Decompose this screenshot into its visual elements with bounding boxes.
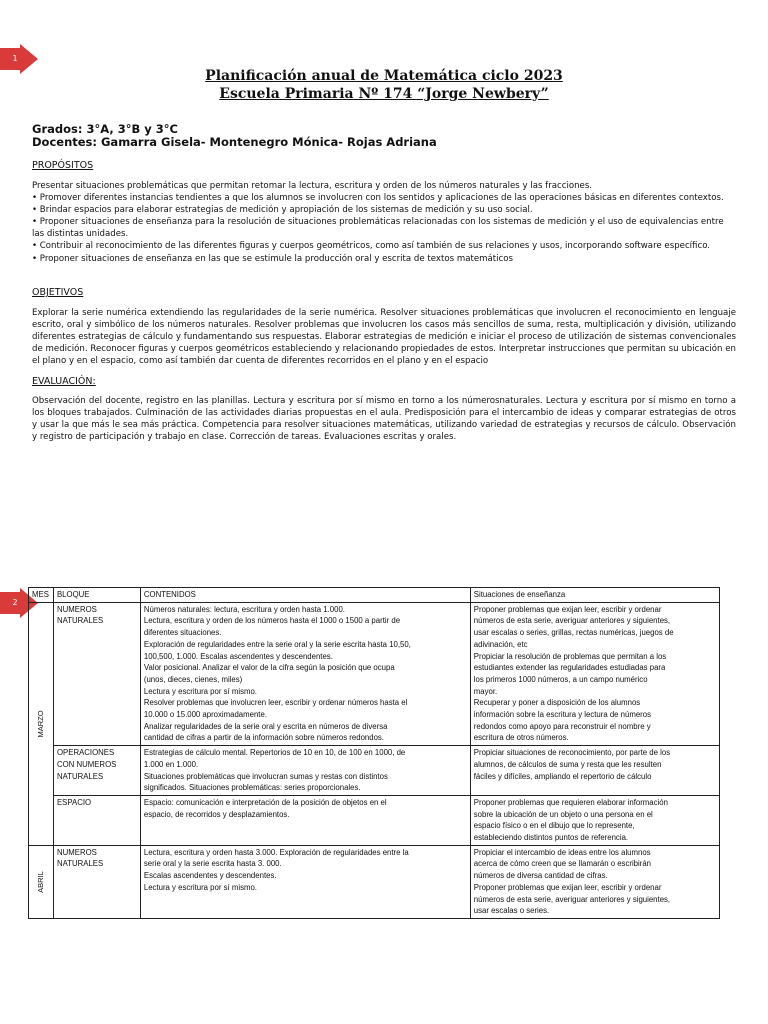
header-mes: MES <box>29 588 54 603</box>
page-marker-number: 1 <box>12 54 18 63</box>
contenidos-cell <box>140 795 470 845</box>
teachers-line: Docentes: Gamarra Gisela- Montenegro Mónica- Rojas Adriana <box>32 135 437 149</box>
proposito-item: • Brindar espacios para elaborar estrategias de medición y apropiación de los sistemas de medición y su uso social. <box>32 205 533 216</box>
cell-line: información sobre la escritura y lectura de números <box>473 710 652 720</box>
cell-line: OPERACIONES <box>56 748 115 758</box>
table-row <box>29 602 720 745</box>
cell-line: Lectura y escritura por sí mismo. <box>143 686 257 696</box>
month-label: ABRIL <box>36 871 46 893</box>
cell-line: Situaciones problemáticas que involucran sumas y restas con distintos <box>143 771 388 781</box>
situaciones-cell <box>470 795 719 845</box>
cell-line: Espacio: comunicación e interpretación de la posición de objetos en el <box>143 797 387 807</box>
cell-line: redondos como apoyo para reconstruir el nombre y <box>473 721 651 731</box>
objetivos-text: Explorar la serie numérica extendiendo las regularidades de la serie numérica. Resolver situaciones problemáticas que involucren el reconocimiento en lenguaje escrito, oral y simbólico de los números naturales. Resolver problemas que involucren los casos más sencillos de suma, resta, multiplicación y división, utilizando diferentes estrategias de cálculo y fundamentando sus respuestas. Elaborar estrategias de medición e iniciar el proceso de utilización de sistemas convencionales de medición. Reconocer figuras y cuerpos geométricos estableciendo y relacionando propiedades de estos. Interpretar instrucciones que permitan su ubicación en el plano y en el espacio, como así también dar cuenta de diferentes recorridos en el plano y en el espacio <box>32 308 736 367</box>
cell-line: Lectura, escritura y orden hasta 3.000. Exploración de regularidades entre la <box>143 847 409 857</box>
cell-line: Valor posicional. Analizar el valor de la cifra según la posición que ocupa <box>143 663 395 673</box>
contenidos-cell <box>140 845 470 918</box>
header-contenidos: CONTENIDOS <box>140 588 470 603</box>
table-header-row <box>29 588 720 603</box>
cell-line: Lectura y escritura por sí mismo. <box>143 882 257 892</box>
month-cell-marzo <box>29 602 54 845</box>
table-row <box>29 845 720 918</box>
proposito-item: • Proponer situaciones de enseñanza para la resolución de situaciones problemáticas relacionadas con los sistemas de medición y el uso de equivalencias entre las distintas unidades. <box>32 217 724 240</box>
cell-line: usar escalas o series. <box>473 906 550 916</box>
proposito-item: • Proponer situaciones de enseñanza en las que se estimule la producción oral y escrita de textos matemáticos <box>32 253 513 264</box>
situaciones-cell <box>470 602 719 745</box>
cell-line: significados. Situaciones problemáticas: series proporcionales. <box>143 783 361 793</box>
cell-line: Proponer problemas que exijan leer, escribir y ordenar <box>473 604 662 614</box>
cell-line: espacio, de recorridos y desplazamientos. <box>143 809 290 819</box>
cell-line: Exploración de regularidades entre la serie oral y la serie escrita hasta 10,50, <box>143 639 411 649</box>
cell-line: estudiantes extender las regularidades estudiadas para <box>473 663 666 673</box>
cell-line: diferentes situaciones. <box>143 628 222 638</box>
cell-line: adivinación, etc <box>473 639 528 649</box>
cell-line: Estrategias de cálculo mental. Repertorios de 10 en 10, de 100 en 1000, de <box>143 748 406 758</box>
cell-line: serie oral y la serie escrita hasta 3. 000. <box>143 859 282 869</box>
cell-line: los primeros 1000 números, a un campo numérico <box>473 674 648 684</box>
contenidos-cell <box>140 602 470 745</box>
cell-line: 1.000 en 1.000. <box>143 759 199 769</box>
cell-line: 10.000 o 15.000 aproximadamente. <box>143 710 267 720</box>
propositos-heading: PROPÓSITOS <box>32 160 94 171</box>
cell-line: Números naturales: lectura, escritura y orden hasta 1.000. <box>143 604 345 614</box>
cell-line: ESPACIO <box>56 797 92 807</box>
cell-line: acerca de cómo creen que se llamarán o escribirán <box>473 859 652 869</box>
cell-line: escritura de otros números. <box>473 733 569 743</box>
cell-line: Recuperar y poner a disposición de los alumnos <box>473 698 641 708</box>
cell-line: sobre la ubicación de un objeto o una persona en el <box>473 809 653 819</box>
bloque-cell <box>53 795 140 845</box>
cell-line: alumnos, de cálculos de suma y resta que les resulten <box>473 759 662 769</box>
propositos-list <box>32 180 736 265</box>
header-situaciones: Situaciones de enseñanza <box>470 588 719 603</box>
cell-line: Propiciar situaciones de reconocimiento, por parte de los <box>473 748 671 758</box>
page-marker-number: 2 <box>12 598 18 607</box>
grades-line: Grados: 3°A, 3°B y 3°C <box>32 122 178 136</box>
situaciones-cell <box>470 845 719 918</box>
cell-line: Analizar regularidades de la serie oral y escrita en números de diversa <box>143 721 388 731</box>
cell-line: NUMEROS <box>56 604 97 614</box>
cell-line: números de esta serie, averiguar anteriores y siguientes, <box>473 894 671 904</box>
cell-line: números de diversa cantidad de cifras. <box>473 871 608 881</box>
cell-line: Propiciar la resolución de problemas que permitan a los <box>473 651 667 661</box>
cell-line: usar escalas o series, grillas, rectas numéricas, juegos de <box>473 628 674 638</box>
header-bloque: BLOQUE <box>53 588 140 603</box>
bloque-cell <box>53 602 140 745</box>
cell-line: Lectura, escritura y orden de los números hasta el 1000 o 1500 a partir de <box>143 616 401 626</box>
proposito-item: • Promover diferentes instancias tendientes a que los alumnos se involucren con los sentidos y aplicaciones de las operaciones básicas en diferentes contextos. <box>32 193 724 204</box>
cell-line: estableciendo distintos puntos de referencia. <box>473 833 629 843</box>
situaciones-cell <box>470 746 719 796</box>
cell-line: mayor. <box>473 686 498 696</box>
cell-line: números de esta serie, averiguar anteriores y siguientes, <box>473 616 671 626</box>
cell-line: Escalas ascendentes y descendentes. <box>143 871 277 881</box>
evaluacion-heading: EVALUACIÓN: <box>32 376 96 387</box>
cell-line: 100,500, 1.000. Escalas ascendentes y descendentes. <box>143 651 333 661</box>
cell-line: Resolver problemas que involucren leer, escribir y ordenar números hasta el <box>143 698 408 708</box>
cell-line: NATURALES <box>56 616 104 626</box>
planning-table <box>28 587 720 919</box>
cell-line: CON NUMEROS <box>56 759 117 769</box>
objetivos-heading: OBJETIVOS <box>32 287 84 298</box>
cell-line: Proponer problemas que requieren elaborar información <box>473 797 668 807</box>
table-row <box>29 746 720 796</box>
school-name: Escuela Primaria Nº 174 “Jorge Newbery” <box>219 86 549 102</box>
document-title: Planificación anual de Matemática ciclo 2023 <box>205 68 563 84</box>
proposito-item: Presentar situaciones problemáticas que permitan retomar la lectura, escritura y orden de los números naturales y las fracciones. <box>32 181 593 191</box>
cell-line: espacio físico o en el dibujo que lo represente, <box>473 821 635 831</box>
table-row <box>29 795 720 845</box>
evaluacion-text: Observación del docente, registro en las planillas. Lectura y escritura por sí mismo en torno a los númerosnaturales. Lectura y escritura por sí mismo en torno a los bloques trabajados. Culminación de las actividades diarias propuestas en el aula. Predisposición para el intercambio de ideas y comparar estrategias de otros y usar la que más le sea más práctica. Competencia para resolver situaciones matemáticas, utilizando variedad de estrategias y recursos de cálculo. Observación y registro de participación y trabajo en clase. Corrección de tareas. Evaluaciones escritas y orales. <box>32 396 736 443</box>
proposito-item: • Contribuir al reconocimiento de las diferentes figuras y cuerpos geométricos, como así también de sus relaciones y usos, incorporando software específico. <box>32 241 711 252</box>
contenidos-cell <box>140 746 470 796</box>
cell-line: NATURALES <box>56 771 104 781</box>
cell-line: cantidad de cifras a partir de la información sobre números redondos. <box>143 733 384 743</box>
cell-line: (unos, dieces, cienes, miles) <box>143 674 243 684</box>
cell-line: Propiciar el intercambio de ideas entre los alumnos <box>473 847 651 857</box>
cell-line: Proponer problemas que exijan leer, escribir y ordenar <box>473 882 662 892</box>
cell-line: NUMEROS <box>56 847 97 857</box>
cell-line: NATURALES <box>56 859 104 869</box>
month-label: MARZO <box>36 710 46 738</box>
cell-line: fáciles y difíciles, ampliando el repertorio de cálculo <box>473 771 652 781</box>
month-cell-abril <box>29 845 54 918</box>
bloque-cell <box>53 746 140 796</box>
bloque-cell <box>53 845 140 918</box>
